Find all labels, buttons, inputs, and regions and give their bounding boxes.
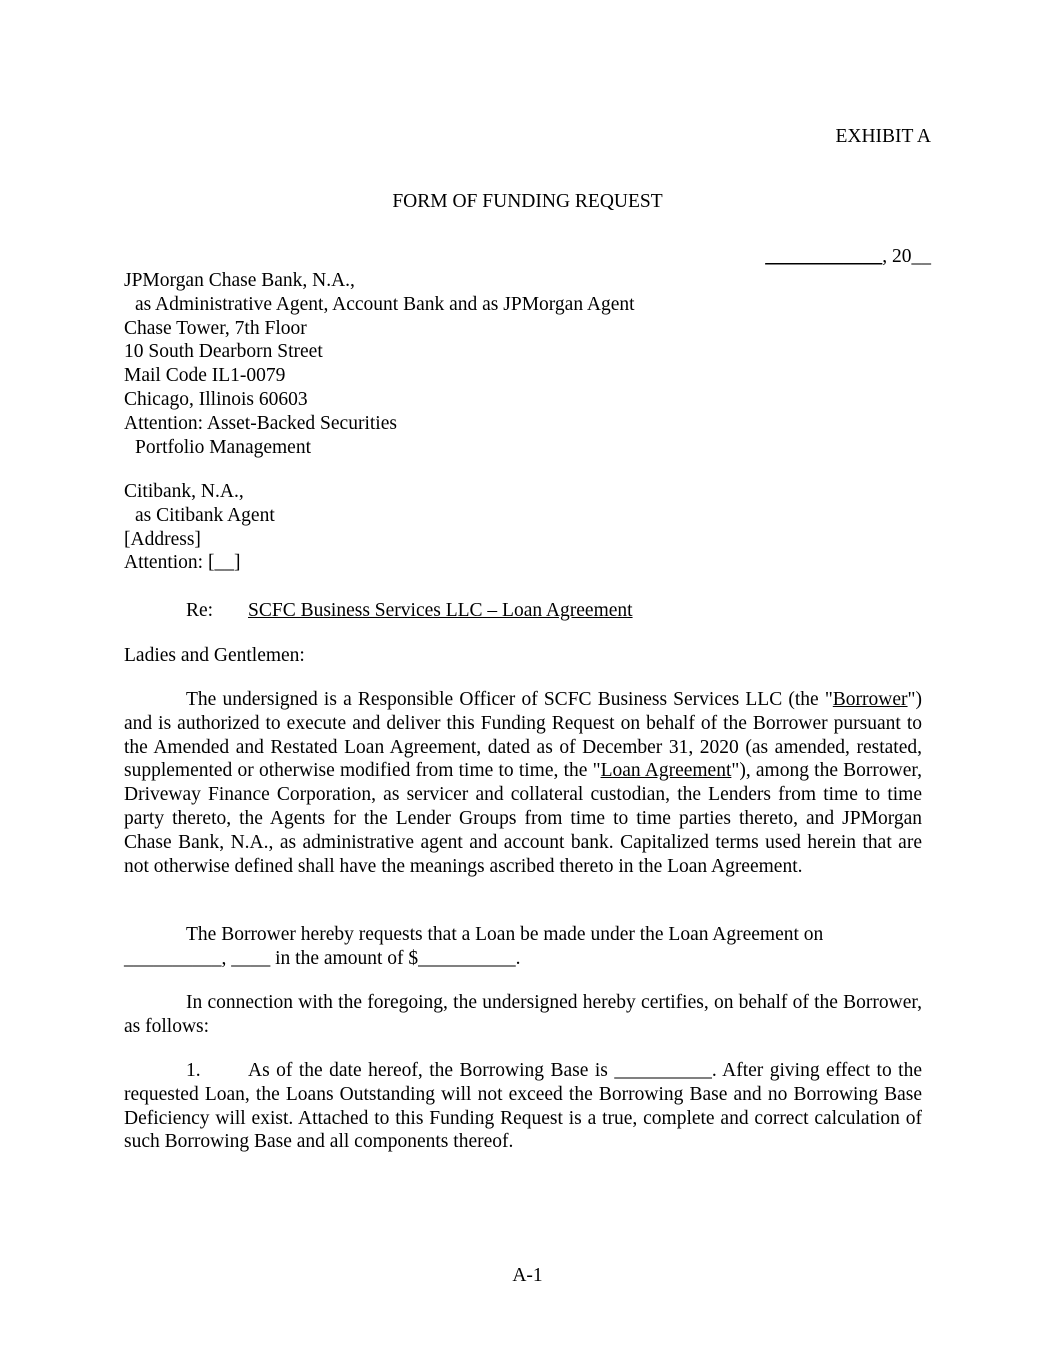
- address-line: as Citibank Agent: [135, 504, 275, 526]
- page-number: A-1: [512, 1265, 543, 1286]
- item-1-borrowing-base: [124, 1059, 922, 1154]
- address-line: Attention: Asset-Backed Securities: [124, 412, 397, 434]
- date-blank: ____________: [765, 246, 883, 267]
- address-line: as Administrative Agent, Account Bank and as JPMorgan Agent: [135, 293, 635, 315]
- re-subject: SCFC Business Services LLC – Loan Agreement: [248, 600, 633, 621]
- paragraph-text: ") and is authorized to execute and deliver this Funding Request on behalf of the Borrower pursuant to the Amended and Restated Loan Agreement, dated as of December 31, 2020 (as amended, restated, supplemented or otherwise modified from time to time, the ": [124, 689, 922, 782]
- address-line: Citibank, N.A.,: [124, 481, 244, 502]
- address-line: [Address]: [124, 528, 201, 550]
- addressee-citibank: [124, 480, 275, 575]
- defined-term-loan-agreement: Loan Agreement: [600, 760, 732, 782]
- defined-term-borrower: Borrower: [832, 689, 908, 710]
- paragraph-certification: [124, 991, 922, 1039]
- item-number-wrapper: [124, 1060, 248, 1081]
- exhibit-label: EXHIBIT A: [835, 126, 931, 147]
- address-line: Portfolio Management: [135, 436, 312, 458]
- address-line: Mail Code IL1-0079: [124, 365, 286, 387]
- address-line: JPMorgan Chase Bank, N.A.,: [124, 270, 355, 291]
- paragraph-text: The undersigned is a Responsible Officer of SCFC Business Services LLC (the ": [186, 689, 833, 710]
- address-line: Chicago, Illinois 60603: [124, 388, 308, 410]
- re-label: Re:: [186, 600, 214, 621]
- item-number: 1.: [186, 1060, 201, 1081]
- form-title: FORM OF FUNDING REQUEST: [392, 191, 663, 212]
- salutation: Ladies and Gentlemen:: [124, 645, 305, 666]
- item-text: As of the date hereof, the Borrowing Base is __________. After giving effect to the requested Loan, the Loans Outstanding will not exceed the Borrowing Base and no Borrowing Base Deficiency will exist. Attached to this Funding Request is a true, complete and correct calculation of such Borrowing Base and all components thereof.: [124, 1060, 922, 1153]
- paragraph-text: In connection with the foregoing, the undersigned hereby certifies, on behalf of the Borrower, as follows:: [124, 992, 922, 1037]
- paragraph-loan-request: [124, 923, 922, 971]
- address-line: Chase Tower, 7th Floor: [124, 317, 307, 339]
- addressee-jpmorgan: [124, 269, 635, 459]
- paragraph-line: The Borrower hereby requests that a Loan be made under the Loan Agreement on: [186, 924, 824, 945]
- date-suffix: , 20__: [882, 246, 931, 267]
- paragraph-borrower-intro: [124, 688, 922, 878]
- paragraph-text: "), among the Borrower, Driveway Finance Corporation, as servicer and collateral custodian, the Lenders from time to time party thereto, the Agents for the Lender Groups from time to time parties thereto, and JPMorgan Chase Bank, N.A., as administrative agent and account bank. Capitalized terms used herein that are not otherwise defined shall have the meanings ascribed thereto in the Loan Agreement.: [124, 760, 922, 877]
- paragraph-line: __________, ____ in the amount of $__________.: [124, 947, 521, 969]
- address-line: Attention: [__]: [124, 552, 241, 574]
- address-line: 10 South Dearborn Street: [124, 341, 323, 363]
- date-line: [765, 245, 931, 269]
